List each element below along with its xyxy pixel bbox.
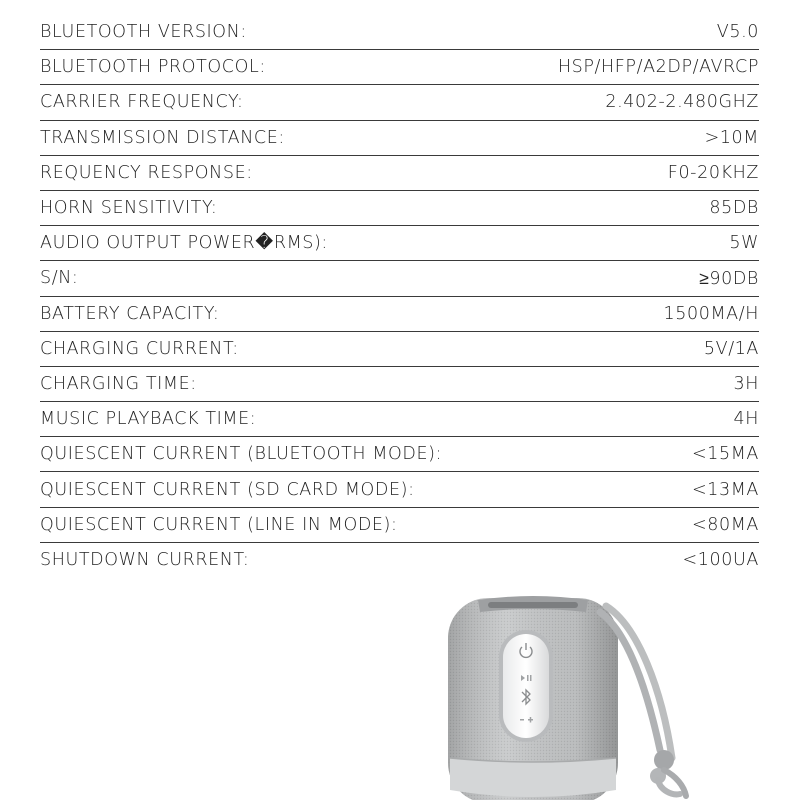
spec-value: <15MA: [691, 444, 759, 465]
spec-label: QUIESCENT CURRENT (BLUETOOTH MODE):: [40, 444, 443, 465]
speaker-product-image: [410, 590, 710, 800]
speaker-illustration: [410, 590, 710, 800]
spec-row: [40, 508, 759, 543]
spec-value: 4H: [733, 409, 759, 430]
spec-label: HORN SENSITIVITY:: [40, 198, 218, 219]
spec-row: [40, 332, 759, 367]
spec-value: >10M: [704, 127, 759, 148]
spec-row: [40, 367, 759, 402]
spec-label: BATTERY CAPACITY:: [40, 303, 220, 324]
spec-row: [40, 85, 759, 120]
spec-label: BLUETOOTH VERSION:: [40, 22, 247, 43]
spec-row: [40, 543, 759, 578]
spec-value: 85DB: [709, 198, 759, 219]
spec-label: QUIESCENT CURRENT (LINE IN MODE):: [40, 514, 398, 535]
spec-label: CARRIER FREQUENCY:: [40, 92, 244, 113]
spec-table: [40, 15, 759, 578]
spec-label: TRANSMISSION DISTANCE:: [40, 127, 285, 148]
spec-value: V5.0: [716, 22, 759, 43]
spec-row: [40, 156, 759, 191]
spec-label: MUSIC PLAYBACK TIME:: [40, 409, 257, 430]
spec-value: 5W: [729, 233, 759, 254]
spec-label: QUIESCENT CURRENT (SD CARD MODE):: [40, 479, 415, 500]
spec-value: <100UA: [682, 550, 759, 571]
spec-label: BLUETOOTH PROTOCOL:: [40, 57, 266, 78]
spec-label: CHARGING CURRENT:: [40, 338, 239, 359]
spec-value: 5V/1A: [703, 338, 759, 359]
spec-value: HSP/HFP/A2DP/AVRCP: [557, 57, 759, 78]
spec-label: SHUTDOWN CURRENT:: [40, 550, 250, 571]
spec-row: [40, 121, 759, 156]
spec-value: 3H: [733, 373, 759, 394]
spec-row: [40, 472, 759, 507]
spec-row: [40, 261, 759, 296]
spec-row: [40, 15, 759, 50]
spec-row: [40, 191, 759, 226]
spec-row: [40, 437, 759, 472]
control-panel: [499, 630, 553, 742]
spec-label: CHARGING TIME:: [40, 373, 197, 394]
spec-row: [40, 226, 759, 261]
spec-value: ≥90DB: [699, 268, 759, 289]
spec-label: S/N:: [40, 268, 79, 289]
spec-label: REQUENCY RESPONSE:: [40, 162, 253, 183]
spec-value: F0-20KHZ: [667, 162, 759, 183]
spec-value: <80MA: [691, 514, 759, 535]
spec-value: <13MA: [691, 479, 759, 500]
spec-value: 1500MA/H: [663, 303, 759, 324]
spec-label: AUDIO OUTPUT POWER�RMS):: [40, 233, 328, 254]
spec-row: [40, 402, 759, 437]
spec-row: [40, 297, 759, 332]
spec-row: [40, 50, 759, 85]
spec-value: 2.402-2.480GHZ: [605, 92, 759, 113]
